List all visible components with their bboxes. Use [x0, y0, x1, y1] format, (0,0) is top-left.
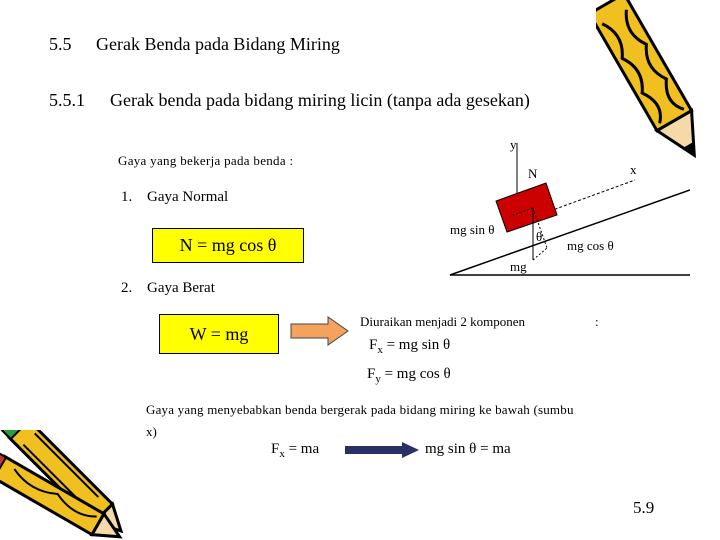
pencils-bottom-left: [0, 430, 150, 540]
eq-right: mg sin θ = ma: [425, 441, 511, 457]
fx-formula: $F_x$ = mg sin θ: [369, 337, 451, 356]
item1-label: Gaya Normal: [147, 189, 229, 205]
weight-formula-box: W = mg: [159, 314, 279, 354]
pencil-top-right: [596, 0, 716, 170]
orange-arrow: [290, 316, 350, 346]
red-block: [496, 183, 557, 232]
mg-label: mg: [510, 259, 527, 274]
decompose-text: Diuraikan menjadi 2 komponen: [360, 314, 525, 329]
normal-label: N: [528, 166, 538, 181]
page-number: 5.9: [633, 498, 655, 517]
forces-intro: Gaya yang bekerja pada benda :: [118, 153, 294, 168]
subsection-title: Gerak benda pada bidang miring licin (tanpa ada gesekan): [110, 90, 530, 110]
x-label: x: [630, 162, 637, 177]
normal-force-formula-box: N = mg cos θ: [152, 228, 304, 263]
fy-formula: $F_y$ = mg cos θ: [367, 366, 451, 385]
mg-cos-label: mg cos θ: [567, 238, 614, 253]
item1-number: 1.: [121, 189, 133, 205]
component-closure: [533, 248, 547, 260]
theta-label: θ: [536, 229, 543, 244]
item2-label: Gaya Berat: [147, 280, 215, 296]
cause-text: Gaya yang menyebabkan benda bergerak pada bidang miring ke bawah (sumbu: [146, 402, 574, 417]
subsection-number: 5.5.1: [49, 90, 85, 110]
item2-number: 2.: [121, 280, 133, 296]
y-label: y: [510, 137, 517, 152]
navy-arrow: [344, 442, 420, 458]
section-title: Gerak Benda pada Bidang Miring: [96, 34, 340, 54]
eq-left: $F_x$ = ma: [271, 441, 320, 460]
section-number: 5.5: [49, 34, 72, 54]
decompose-colon: :: [595, 314, 599, 329]
cause-text-cont: x): [146, 424, 157, 439]
mg-sin-label: mg sin θ: [450, 222, 495, 237]
